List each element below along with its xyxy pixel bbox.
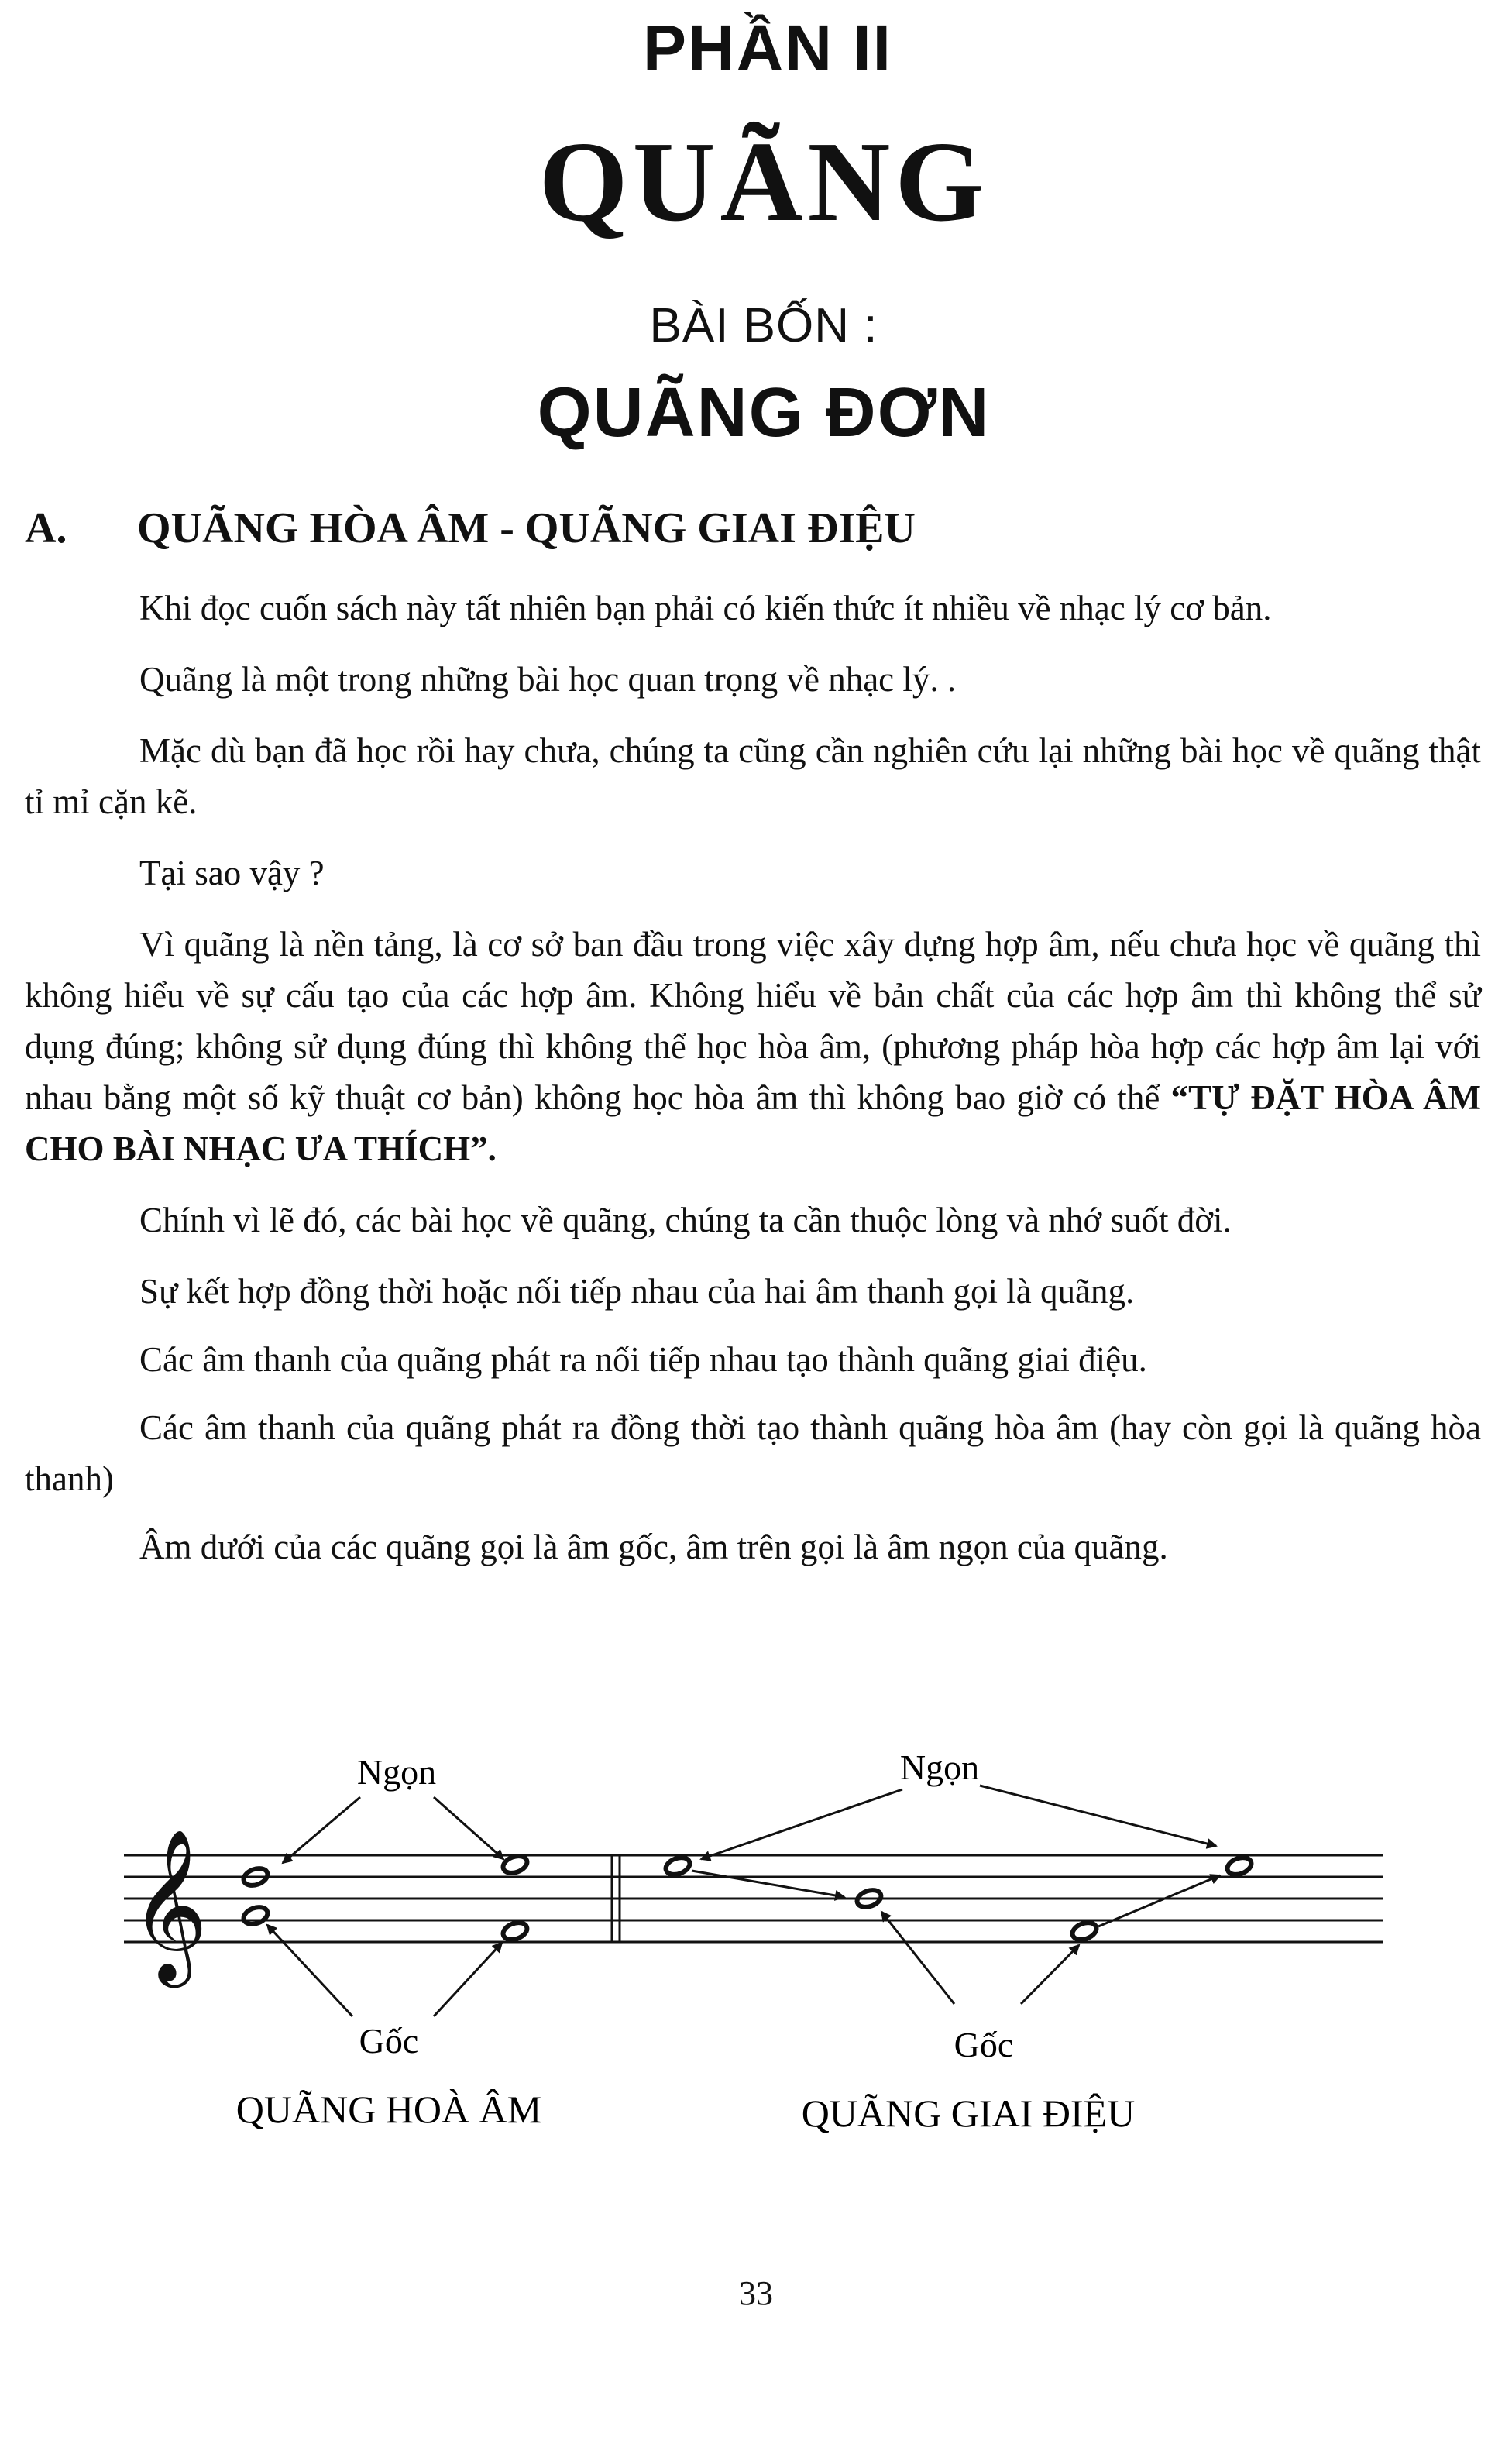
arrow-icon (881, 1912, 954, 2004)
bottom-label-right: Gốc (954, 2025, 1014, 2064)
arrow-icon (980, 1786, 1216, 1846)
arrow-icon (283, 1797, 360, 1863)
arrow-icon (434, 1797, 503, 1859)
chapter-title: QUÃNG (538, 119, 989, 246)
emphasis-text: “TỰ ĐẶT HÒA ÂM CHO BÀI NHẠC ƯA THÍCH”. (25, 1078, 1481, 1168)
arrow-icon (1021, 1945, 1079, 2004)
body-text (25, 583, 1481, 1593)
arrows (267, 1786, 1220, 2016)
paragraph: Các âm thanh của quãng phát ra đồng thời tạo thành quãng hòa âm (hay còn gọi là quãng hòa thanh) (25, 1408, 1481, 1498)
paragraph-text: Vì quãng là nền tảng, là cơ sở ban đầu trong việc xây dựng hợp âm, nếu chưa học về quãng thì không hiểu về sự cấu tạo của các hợp âm. Không hiểu về bản chất của các hợp âm thì không thể sử dụng đúng; không sử dụng đúng thì không thể học hòa âm, (phương pháp hòa hợp các hợp âm lại với nhau bằng một số kỹ thuật cơ bản) không học hòa âm thì không bao giờ có thể (25, 925, 1481, 1117)
top-label-left: Ngọn (356, 1752, 437, 1792)
paragraph: Chính vì lẽ đó, các bài học về quãng, chúng ta cần thuộc lòng và nhớ suốt đời. (139, 1201, 1232, 1239)
arrow-icon (1098, 1875, 1220, 1926)
arrow-icon (434, 1943, 502, 2016)
caption-left: QUÃNG HOÀ ÂM (235, 2088, 542, 2131)
caption-right: QUÃNG GIAI ĐIỆU (801, 2091, 1136, 2135)
paragraph: Khi đọc cuốn sách này tất nhiên bạn phải có kiến thức ít nhiều về nhạc lý cơ bản. (139, 589, 1272, 627)
lesson-number: BÀI BỐN : (649, 299, 878, 352)
arrow-icon (701, 1789, 902, 1859)
arrow-icon (692, 1871, 844, 1897)
paragraph: Mặc dù bạn đã học rồi hay chưa, chúng ta cũng cần nghiên cứu lại những bài học về quãng thật tỉ mỉ cặn kẽ. (25, 731, 1481, 821)
note-harmonic-bottom-2 (501, 1920, 530, 1943)
bottom-label-left: Gốc (359, 2021, 419, 2060)
page-number: 33 (739, 2274, 773, 2312)
treble-clef-icon: 𝄞 (130, 1828, 208, 1981)
section-letter: A. (25, 504, 67, 552)
note-melodic-1 (664, 1854, 692, 1878)
note-harmonic-bottom (242, 1904, 270, 1927)
paragraph: Sự kết hợp đồng thời hoặc nối tiếp nhau của hai âm thanh gọi là quãng. (139, 1272, 1135, 1311)
lesson-title: QUÃNG ĐƠN (537, 374, 991, 452)
paragraph: Quãng là một trong những bài học quan trọng về nhạc lý. . (139, 660, 957, 699)
top-label-right: Ngọn (899, 1748, 980, 1787)
paragraph (25, 919, 1481, 1174)
paragraph: Các âm thanh của quãng phát ra nối tiếp nhau tạo thành quãng giai điệu. (139, 1340, 1147, 1379)
note-harmonic-top-2 (501, 1853, 530, 1876)
interval-diagram (0, 1747, 1512, 2212)
part-heading: PHẦN II (642, 12, 893, 84)
paragraph: Tại sao vậy ? (139, 854, 325, 892)
staff (124, 1855, 1383, 1942)
note-melodic-4 (1225, 1854, 1254, 1878)
paragraph: Âm dưới của các quãng gọi là âm gốc, âm trên gọi là âm ngọn của quãng. (139, 1528, 1168, 1566)
section-title: QUÃNG HÒA ÂM - QUÃNG GIAI ĐIỆU (137, 504, 916, 552)
section-heading (25, 504, 916, 553)
note-melodic-3 (1070, 1920, 1099, 1943)
arrow-icon (267, 1925, 352, 2016)
